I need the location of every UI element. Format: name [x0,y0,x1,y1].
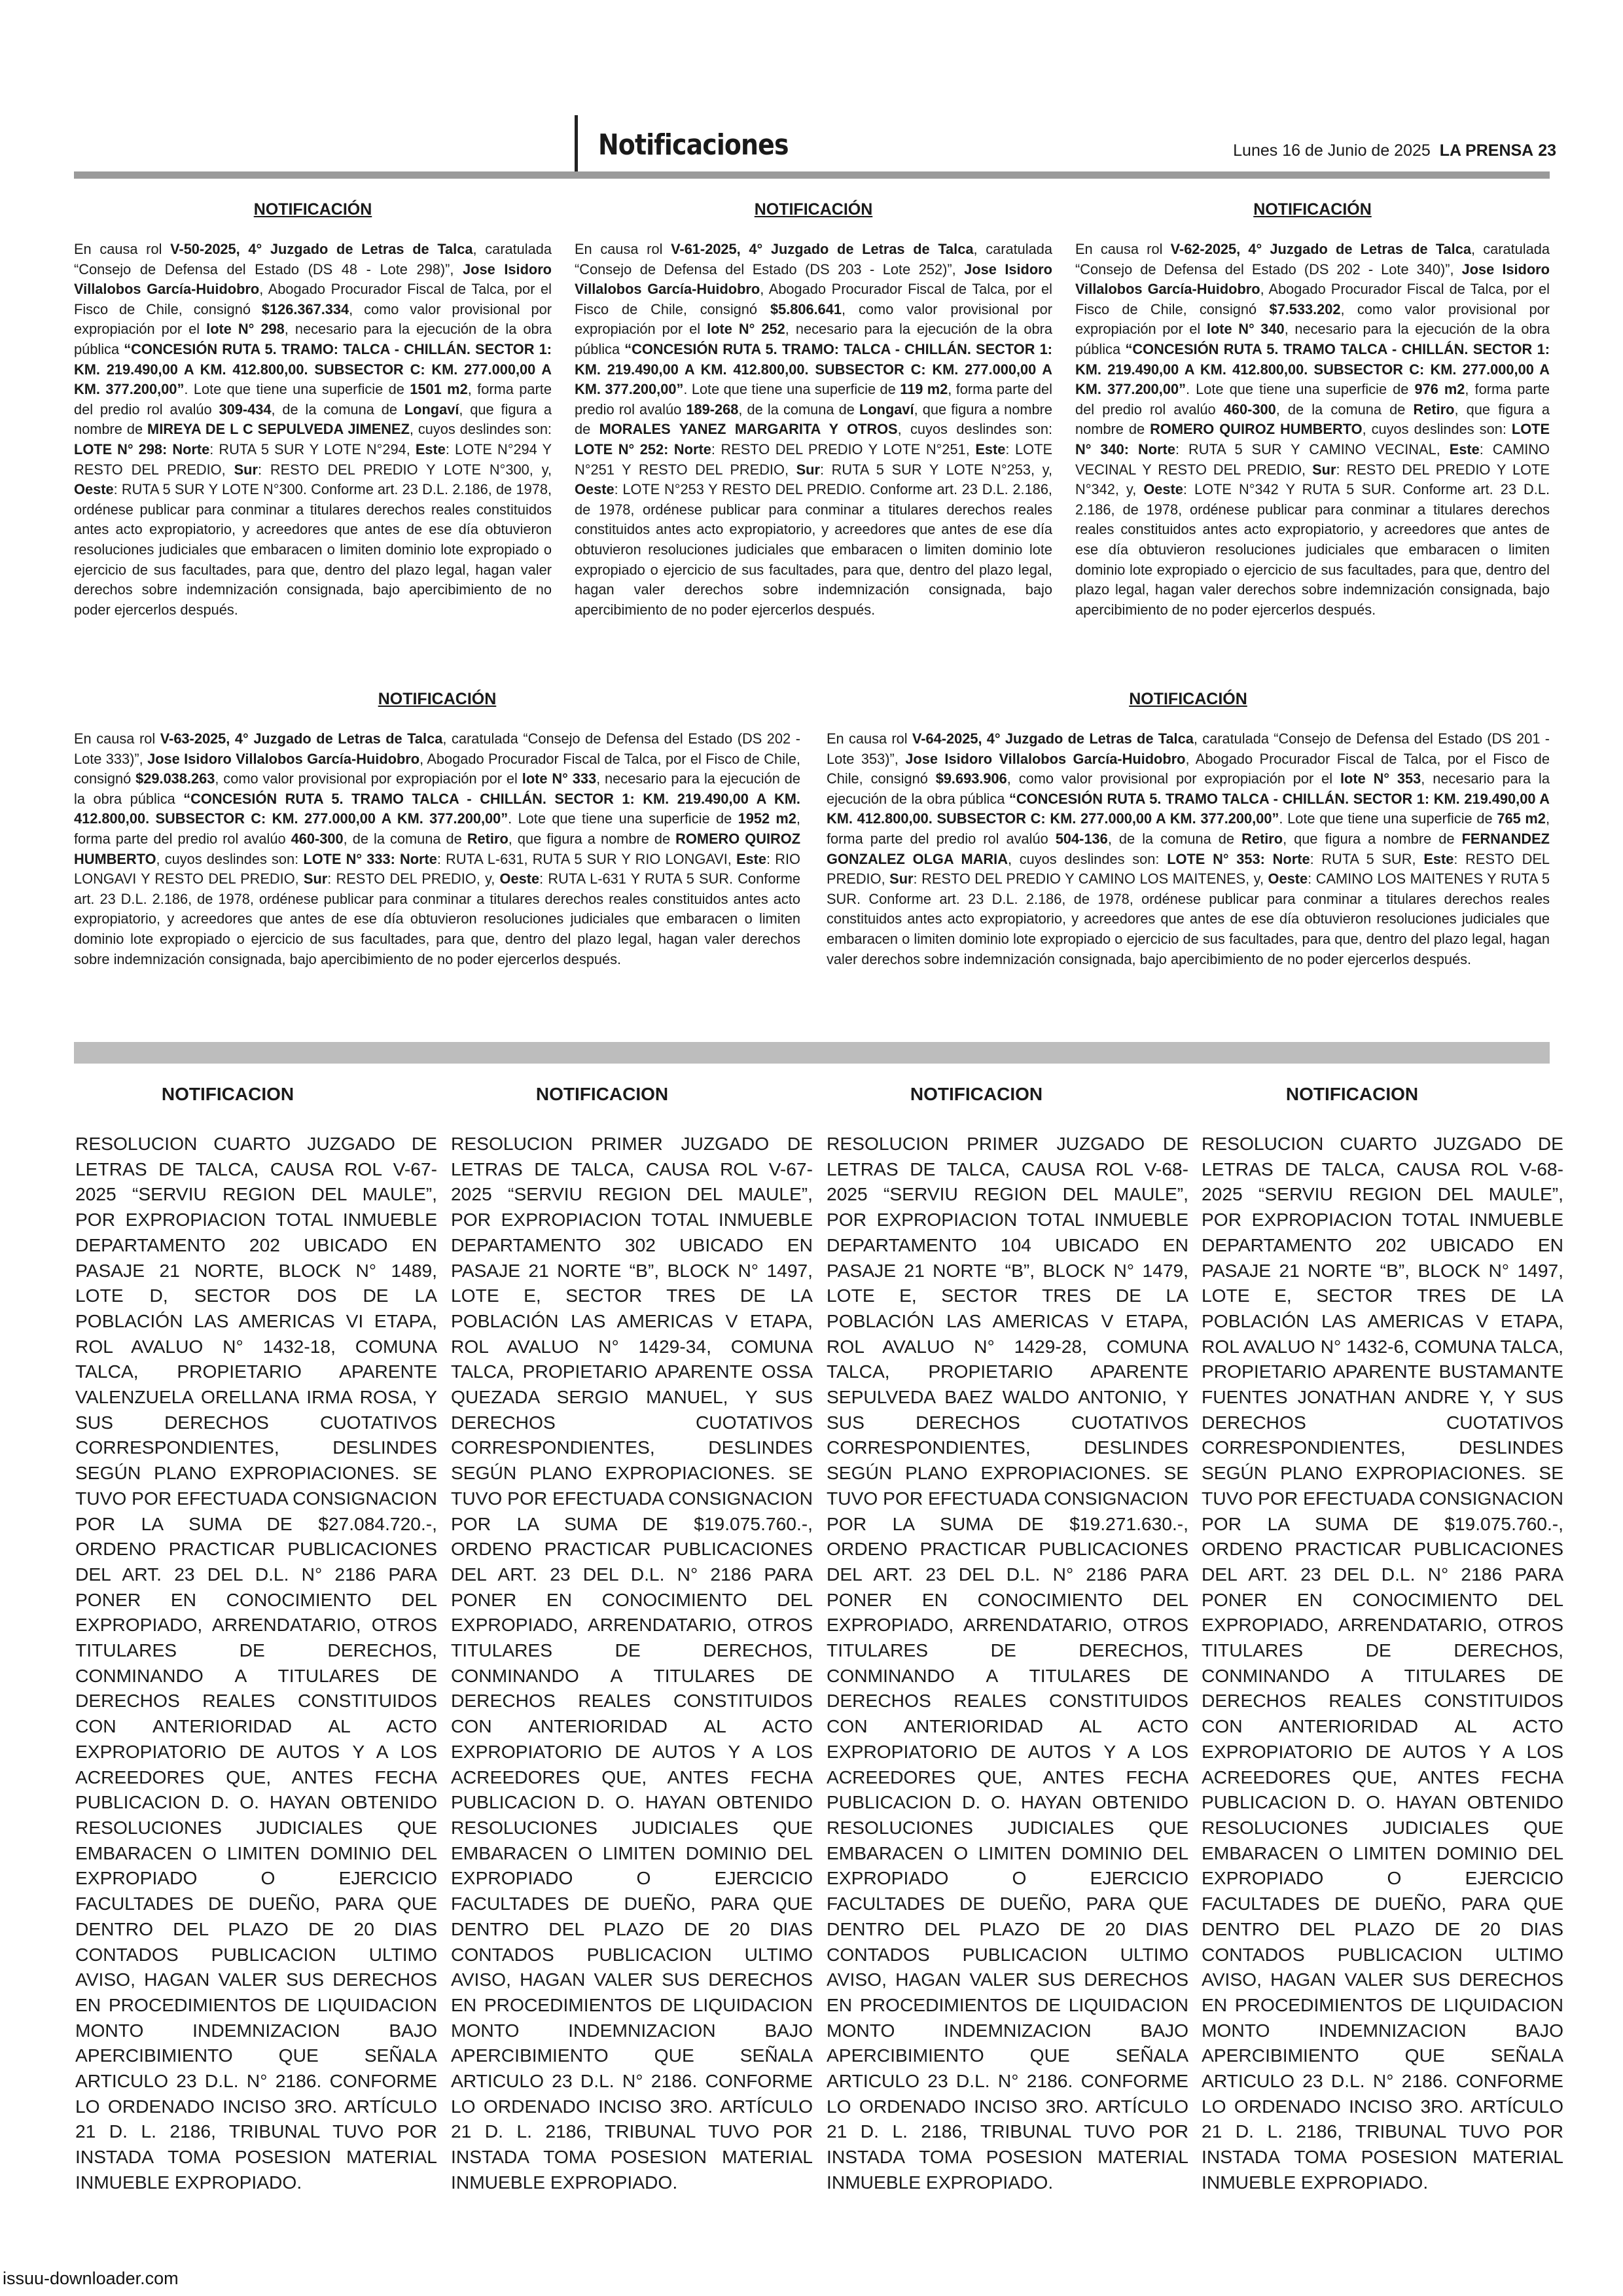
notice-bold-text: 460-300 [291,830,344,847]
notice-bold-text: “CONCESIÓN RUTA 5. TRAMO: TALCA - CHILLÁN. SECTOR 1: KM. 219.490,00 A KM. 412.800,00. SUBSECTOR C: KM. 277.000,00 A KM. 377.200,00” [575,340,1052,398]
header-divider [575,115,578,171]
notice-text: En causa rol [1075,241,1171,257]
notice-bold-text: Retiro [1241,830,1283,847]
notice-body [74,729,800,969]
date-line [1233,141,1556,160]
notice-body [1075,240,1550,620]
notice-text: , cuyos deslindes son: [897,421,1052,438]
notice-text: . Lote que tiene una superficie de [508,810,738,827]
notice-text: . Lote que tiene una superficie de [683,381,901,398]
notice-text: : RIO LONGAVI Y RESTO DEL PREDIO, [74,850,800,888]
notice-text: , caratulada “Consejo de Defensa del Estado (DS 202 - Lote 333)”, [74,730,800,767]
notice-bold-text: Retiro [1413,401,1455,418]
notice-bold-text: Longaví [859,401,914,418]
notice-bold-text: V-50-2025, 4° Juzgado de Letras de Talca [170,241,473,257]
notice-text: , forma parte del predio rol avalúo [575,381,1053,418]
notice-bold-text: lote N° 353 [1340,770,1421,787]
notice-bold-text: Sur [1312,461,1336,478]
watermark-text: issuu-downloader.com [3,2269,179,2288]
notice-title: NOTIFICACIÓN [754,200,873,219]
notice-bold-text: V-64-2025, 4° Juzgado de Letras de Talca [912,730,1194,747]
notice-text: , Abogado Procurador Fiscal de Talca, por el Fisco de Chile, consignó [575,281,1052,317]
section-separator [74,1042,1550,1064]
notice-bold-text: Este [975,440,1006,457]
notice-bold-text: Sur [234,461,258,478]
column-title: NOTIFICACION [1285,1084,1419,1104]
notice-bold-text: Este [415,440,446,457]
notice-text: : RUTA L-631 Y RUTA 5 SUR. Conforme art. 23 D.L. 2.186, de 1978, ordénese publicar para conminar a titulares derechos reales constituidos antes acto expropiatorio, y acreedores que antes de ese día obtuvieron resoluciones judiciales que embaracen o limiten dominio lote expropiado o ejercicio de sus facultades, para que, dentro del plazo legal, hagan valer derechos sobre indemnización consignada, bajo apercibimiento de no poder ejercerlos después. [74,870,800,967]
notice-text: En causa rol [74,730,160,747]
issue-date: Lunes 16 de Junio de 2025 [1233,141,1431,160]
notice-bold-text: Jose Isidoro Villalobos García-Huidobro [1075,260,1550,298]
notice-bold-text: lote N° 252 [707,321,785,338]
notice-bold-text: Sur [889,870,914,888]
notice-bold-text: $5.806.641 [770,300,842,317]
notice-bold-text: V-62-2025, 4° Juzgado de Letras de Talca [1170,241,1471,257]
column-title: NOTIFICACION [535,1084,669,1104]
notice-text: , forma parte del predio rol avalúo [1075,381,1550,418]
notice-bold-text: 1501 m2 [410,381,468,398]
page-number: 23 [1538,141,1556,160]
notice-bold-text: 309-434 [219,401,272,418]
notice-bold-text: “CONCESIÓN RUTA 5. TRAMO: TALCA - CHILLÁN. SECTOR 1: KM. 219.490,00 A KM. 412.800,00. SUBSECTOR C: KM. 277.000,00 A KM. 377.200,00” [74,340,552,398]
column-body: RESOLUCION CUARTO JUZGADO DE LETRAS DE TALCA, CAUSA ROL V-67-2025 “SERVIU REGION DEL MAULE”, POR EXPROPIACION TOTAL INMUEBLE DEPARTAMENTO 202 UBICADO EN PASAJE 21 NORTE, BLOCK N° 1489, LOTE D, SECTOR DOS DE LA POBLACIÓN LAS AMERICAS VI ETAPA, ROL AVALUO N° 1432-18, COMUNA TALCA, PROPIETARIO APARENTE VALENZUELA ORELLANA IRMA ROSA, Y SUS DERECHOS CUOTATIVOS CORRESPONDIENTES, DESLINDES SEGÚN PLANO EXPROPIACIONES. SE TUVO POR EFECTUADA CONSIGNACION POR LA SUMA DE $27.084.720.-, ORDENO PRACTICAR PUBLICACIONES DEL ART. 23 DEL D.L. N° 2186 PARA PONER EN CONOCIMIENTO DEL EXPROPIADO, ARRENDATARIO, OTROS TITULARES DE DERECHOS, CONMINANDO A TITULARES DE DERECHOS REALES CONSTITUIDOS CON ANTERIORIDAD AL ACTO EXPROPIATORIO DE AUTOS Y A LOS ACREEDORES QUE, ANTES FECHA PUBLICACION D. O. HAYAN OBTENIDO RESOLUCIONES JUDICIALES QUE EMBARACEN O LIMITEN DOMINIO DEL EXPROPIADO O EJERCICIO FACULTADES DE DUEÑO, PARA QUE DENTRO DEL PLAZO DE 20 DIAS CONTADOS PUBLICACION ULTIMO AVISO, HAGAN VALER SUS DERECHOS EN PROCEDIMIENTOS DE LIQUIDACION MONTO INDEMNIZACION BAJO APERCIBIMIENTO QUE SEÑALA ARTICULO 23 D.L. N° 2186. CONFORME LO ORDENADO INCISO 3RO. ARTÍCULO 21 D. L. 2186, TRIBUNAL TUVO POR INSTADA TOMA POSESION MATERIAL INMUEBLE EXPROPIADO. [75,1133,437,2193]
notice-text: : RUTA L-631, RUTA 5 SUR Y RIO LONGAVI, [437,850,736,867]
notice-bold-text: 976 m2 [1414,381,1465,398]
section-title: Notificaciones [598,128,789,162]
notice-text: , que figura a nombre de [1283,830,1462,847]
notice-bold-text: Este [736,850,767,867]
notice-text: , que figura a nombre de [1075,401,1550,438]
notice-bold-text: $29.038.263 [135,770,215,787]
notice-text: En causa rol [74,241,171,257]
notice-text: : RUTA 5 SUR Y CAMINO VECINAL, [1175,440,1450,457]
notice-text: , forma parte del predio rol avalúo [74,381,552,418]
paper-name: LA PRENSA [1439,141,1534,160]
notice-title: NOTIFICACIÓN [253,200,372,219]
notice-text: , cuyos deslindes son: [1007,850,1168,867]
notice-bold-text: Jose Isidoro Villalobos García-Huidobro [74,260,552,298]
notice-bold-text: Jose Isidoro Villalobos García-Huidobro [905,750,1186,767]
notice-text: : RUTA 5 SUR Y LOTE N°253, y, [819,461,1052,478]
notice-bold-text: lote N° 340 [1206,321,1285,338]
notice-text: , caratulada “Consejo de Defensa del Estado (DS 202 - Lote 340)”, [1075,241,1550,278]
notice-text: : CAMINO VECINAL Y RESTO DEL PREDIO, [1075,440,1550,478]
notice-text: , necesario para la ejecución de la obra pública [74,321,552,357]
notice-body [827,729,1550,969]
notice-bold-text: LOTE N° 353: Norte [1167,850,1310,867]
notice-bold-text: $9.693.906 [935,770,1007,787]
column-title: NOTIFICACION [910,1084,1043,1104]
notice-bold-text: lote N° 298 [206,321,285,338]
notice-text: , Abogado Procurador Fiscal de Talca, por el Fisco de Chile, consignó [74,281,552,317]
notice-text: , como valor provisional por expropiación por el [215,770,522,787]
notice-text: , caratulada “Consejo de Defensa del Estado (DS 201 - Lote 353)”, [827,730,1550,767]
notice-bold-text: V-61-2025, 4° Juzgado de Letras de Talca [671,241,974,257]
notice-bold-text: 119 m2 [900,381,948,398]
notice-title: NOTIFICACIÓN [378,690,497,708]
notice-text: . Lote que tiene una superficie de [184,381,410,398]
notice-text: , como valor provisional por expropiación por el [74,300,552,338]
notice-bold-text: Jose Isidoro Villalobos García-Huidobro [575,260,1052,298]
notice-text: : LOTE N°294 Y RESTO DEL PREDIO, [74,440,552,478]
notice-text: , como valor provisional por expropiación por el [1075,300,1550,338]
notice-text: . Lote que tiene una superficie de [1186,381,1415,398]
notice-text: , cuyos deslindes son: [156,850,304,867]
notice-bold-text: “CONCESIÓN RUTA 5. TRAMO TALCA - CHILLÁN. SECTOR 1: KM. 219.490,00 A KM. 412.800,00. SUBSECTOR C: KM. 277.000,00 A KM. 377.200,00” [74,790,800,827]
notice-text: : RUTA 5 SUR, [1310,850,1424,867]
notice-text: , necesario para la ejecución de la obra pública [575,321,1052,357]
notice-text: : RUTA 5 SUR Y LOTE N°294, [209,440,416,457]
notice-bold-text: $7.533.202 [1269,300,1341,317]
notice-bold-text: LOTE N° 298: Norte [74,440,210,457]
notice-bold-text: ROMERO QUIROZ HUMBERTO [74,830,801,867]
notice-text: En causa rol [575,241,671,257]
notice-text: , forma parte del predio rol avalúo [74,810,800,847]
notice-text: , que figura a nombre de [74,401,552,438]
notice-text: : LOTE N°342 Y RUTA 5 SUR. Conforme art. 23 D.L. 2.186, de 1978, ordénese publicar para conminar a titulares derechos reales constituidos antes acto expropiatorio, y acreedores que antes de ese día obtuvieron resoluciones judiciales que embaracen o limiten dominio lote expropiado o ejercicio de sus facultades, para que, dentro del plazo legal, hagan valer derechos sobre indemnización consignada, bajo apercibimiento de no poder ejercerlos después. [1075,481,1550,618]
notice-text: , Abogado Procurador Fiscal de Talca, por el Fisco de Chile, consignó [1075,281,1550,317]
notice-bold-text: Jose Isidoro Villalobos García-Huidobro [147,750,420,767]
notice-bold-text: $126.367.334 [261,300,349,317]
notice-bold-text: LOTE N° 340: Norte [1075,421,1550,457]
page-header [575,126,1556,166]
notice-bold-text: 1952 m2 [738,810,796,827]
notice-text: : RESTO DEL PREDIO Y LOTE N°342, y, [1075,461,1550,498]
notice-text: : RESTO DEL PREDIO Y LOTE N°251, [711,440,976,457]
notice-text: : CAMINO LOS MAITENES Y RUTA 5 SUR. Conforme art. 23 D.L. 2.186, de 1978, ordénese publicar para conminar a titulares derechos reales constituidos antes acto expropiatorio, y acreedores que antes de ese día obtuvieron resoluciones judiciales que embaracen o limiten dominio lote expropiado o ejercicio de sus facultades, para que, dentro del plazo legal, hagan valer derechos sobre indemnización consignada, bajo apercibimiento de no poder ejercerlos después. [827,870,1550,967]
notice-title: NOTIFICACIÓN [1129,690,1247,708]
notice-bold-text: 765 m2 [1497,810,1546,827]
notice-text: , que figura a nombre de [575,401,1053,438]
notice-text: : LOTE N°253 Y RESTO DEL PREDIO. Conforme art. 23 D.L. 2.186, de 1978, ordénese publicar para conminar a titulares derechos reales constituidos antes acto expropiatorio, y acreedores que antes de ese día obtuvieron resoluciones judiciales que embaracen o limiten dominio lote expropiado o ejercicio de sus facultades, para que, dentro del plazo legal, hagan valer derechos sobre indemnización consignada, bajo apercibimiento de no poder ejercerlos después. [575,481,1052,618]
column-body: RESOLUCION PRIMER JUZGADO DE LETRAS DE TALCA, CAUSA ROL V-68-2025 “SERVIU REGION DEL MAULE”, POR EXPROPIACION TOTAL INMUEBLE DEPARTAMENTO 104 UBICADO EN PASAJE 21 NORTE “B”, BLOCK N° 1479, LOTE E, SECTOR TRES DE LA POBLACIÓN LAS AMERICAS V ETAPA, ROL AVALUO N° 1429-28, COMUNA TALCA, PROPIETARIO APARENTE SEPULVEDA BAEZ WALDO ANTONIO, Y SUS DERECHOS CUOTATIVOS CORRESPONDIENTES, DESLINDES SEGÚN PLANO EXPROPIACIONES. SE TUVO POR EFECTUADA CONSIGNACION POR LA SUMA DE $19.271.630.-, ORDENO PRACTICAR PUBLICACIONES DEL ART. 23 DEL D.L. N° 2186 PARA PONER EN CONOCIMIENTO DEL EXPROPIADO, ARRENDATARIO, OTROS TITULARES DE DERECHOS, CONMINANDO A TITULARES DE DERECHOS REALES CONSTITUIDOS CON ANTERIORIDAD AL ACTO EXPROPIATORIO DE AUTOS Y A LOS ACREEDORES QUE, ANTES FECHA PUBLICACION D. O. HAYAN OBTENIDO RESOLUCIONES JUDICIALES QUE EMBARACEN O LIMITEN DOMINIO DEL EXPROPIADO O EJERCICIO FACULTADES DE DUEÑO, PARA QUE DENTRO DEL PLAZO DE 20 DIAS CONTADOS PUBLICACION ULTIMO AVISO, HAGAN VALER SUS DERECHOS EN PROCEDIMIENTOS DE LIQUIDACION MONTO INDEMNIZACION BAJO APERCIBIMIENTO QUE SEÑALA ARTICULO 23 D.L. N° 2186. CONFORME LO ORDENADO INCISO 3RO. ARTÍCULO 21 D. L. 2186, TRIBUNAL TUVO POR INSTADA TOMA POSESION MATERIAL INMUEBLE EXPROPIADO. [827,1133,1188,2193]
notice-bold-text: FERNANDEZ GONZALEZ OLGA MARIA [827,830,1550,867]
notice-bold-text: MIREYA DE L C SEPULVEDA JIMENEZ [147,421,410,438]
column-title: NOTIFICACION [161,1084,294,1104]
notice-bold-text: Este [1449,440,1480,457]
notice-text: , cuyos deslindes son: [1362,421,1512,438]
notice-text: , caratulada “Consejo de Defensa del Estado (DS 203 - Lote 252)”, [575,241,1052,278]
notice-bold-text: Retiro [467,830,508,847]
notice-text: , de la comuna de [343,830,467,847]
notice-text: , de la comuna de [271,401,404,418]
notice-bold-text: MORALES YANEZ MARGARITA Y OTROS [599,421,898,438]
notice-bold-text: Longaví [404,401,459,418]
notice-text: : RESTO DEL PREDIO, y, [327,870,500,888]
notice-bold-text: LOTE N° 333: Norte [303,850,437,867]
notice-text: : RUTA 5 SUR Y LOTE N°300. Conforme art. 23 D.L. 2.186, de 1978, ordénese publicar para conminar a titulares derechos reales constituidos antes acto expropiatorio, y acreedores que antes de ese día obtuvieron resoluciones judiciales que embaracen o limiten dominio lote expropiado o ejercicio de sus facultades, para que, dentro del plazo legal, hagan valer derechos sobre indemnización consignada, bajo apercibimiento de no poder ejercerlos después. [74,481,552,618]
notice-bold-text: lote N° 333 [522,770,597,787]
notice-bold-text: Oeste [1143,481,1183,498]
header-rule [74,171,1550,179]
notice-bold-text: ROMERO QUIROZ HUMBERTO [1150,421,1363,438]
notice-text: , Abogado Procurador Fiscal de Talca, por el Fisco de Chile, consignó [74,750,800,787]
notice-text: , cuyos deslindes son: [409,421,552,438]
notice-bold-text: V-63-2025, 4° Juzgado de Letras de Talca [160,730,443,747]
notice-bold-text: Oeste [1268,870,1308,888]
notice-title: NOTIFICACIÓN [1253,200,1372,219]
notice-text: , que figura a nombre de [508,830,676,847]
notice-body [575,240,1052,620]
notice-bold-text: Oeste [499,870,540,888]
notice-bold-text: Este [1423,850,1454,867]
notice-bold-text: Sur [303,870,328,888]
notice-bold-text: Oeste [575,481,615,498]
notice-text: , de la comuna de [1275,401,1414,418]
notice-bold-text: 460-300 [1223,401,1276,418]
notice-text: , como valor provisional por expropiación por el [575,300,1052,338]
column-body: RESOLUCION PRIMER JUZGADO DE LETRAS DE TALCA, CAUSA ROL V-67-2025 “SERVIU REGION DEL MAULE”, POR EXPROPIACION TOTAL INMUEBLE DEPARTAMENTO 302 UBICADO EN PASAJE 21 NORTE “B”, BLOCK N° 1497, LOTE E, SECTOR TRES DE LA POBLACIÓN LAS AMERICAS V ETAPA, ROL AVALUO N° 1429-34, COMUNA TALCA, PROPIETARIO APARENTE OSSA QUEZADA SERGIO MANUEL, Y SUS DERECHOS CUOTATIVOS CORRESPONDIENTES, DESLINDES SEGÚN PLANO EXPROPIACIONES. SE TUVO POR EFECTUADA CONSIGNACION POR LA SUMA DE $19.075.760.-, ORDENO PRACTICAR PUBLICACIONES DEL ART. 23 DEL D.L. N° 2186 PARA PONER EN CONOCIMIENTO DEL EXPROPIADO, ARRENDATARIO, OTROS TITULARES DE DERECHOS, CONMINANDO A TITULARES DE DERECHOS REALES CONSTITUIDOS CON ANTERIORIDAD AL ACTO EXPROPIATORIO DE AUTOS Y A LOS ACREEDORES QUE, ANTES FECHA PUBLICACION D. O. HAYAN OBTENIDO RESOLUCIONES JUDICIALES QUE EMBARACEN O LIMITEN DOMINIO DEL EXPROPIADO O EJERCICIO FACULTADES DE DUEÑO, PARA QUE DENTRO DEL PLAZO DE 20 DIAS CONTADOS PUBLICACION ULTIMO AVISO, HAGAN VALER SUS DERECHOS EN PROCEDIMIENTOS DE LIQUIDACION MONTO INDEMNIZACION BAJO APERCIBIMIENTO QUE SEÑALA ARTICULO 23 D.L. N° 2186. CONFORME LO ORDENADO INCISO 3RO. ARTÍCULO 21 D. L. 2186, TRIBUNAL TUVO POR INSTADA TOMA POSESION MATERIAL INMUEBLE EXPROPIADO. [451,1133,813,2193]
notice-text: : RESTO DEL PREDIO Y LOTE N°300, y, [257,461,552,478]
column-body: RESOLUCION CUARTO JUZGADO DE LETRAS DE TALCA, CAUSA ROL V-68-2025 “SERVIU REGION DEL MAULE”, POR EXPROPIACION TOTAL INMUEBLE DEPARTAMENTO 202 UBICADO EN PASAJE 21 NORTE “B”, BLOCK N° 1497, LOTE E, SECTOR TRES DE LA POBLACIÓN LAS AMERICAS V ETAPA, ROL AVALUO N° 1432-6, COMUNA TALCA, PROPIETARIO APARENTE BUSTAMANTE FUENTES JONATHAN ANDRE Y, Y SUS DERECHOS CUOTATIVOS CORRESPONDIENTES, DESLINDES SEGÚN PLANO EXPROPIACIONES. SE TUVO POR EFECTUADA CONSIGNACION POR LA SUMA DE $19.075.760.-, ORDENO PRACTICAR PUBLICACIONES DEL ART. 23 DEL D.L. N° 2186 PARA PONER EN CONOCIMIENTO DEL EXPROPIADO, ARRENDATARIO, OTROS TITULARES DE DERECHOS, CONMINANDO A TITULARES DE DERECHOS REALES CONSTITUIDOS CON ANTERIORIDAD AL ACTO EXPROPIATORIO DE AUTOS Y A LOS ACREEDORES QUE, ANTES FECHA PUBLICACION D. O. HAYAN OBTENIDO RESOLUCIONES JUDICIALES QUE EMBARACEN O LIMITEN DOMINIO DEL EXPROPIADO O EJERCICIO FACULTADES DE DUEÑO, PARA QUE DENTRO DEL PLAZO DE 20 DIAS CONTADOS PUBLICACION ULTIMO AVISO, HAGAN VALER SUS DERECHOS EN PROCEDIMIENTOS DE LIQUIDACION MONTO INDEMNIZACION BAJO APERCIBIMIENTO QUE SEÑALA ARTICULO 23 D.L. N° 2186. CONFORME LO ORDENADO INCISO 3RO. ARTÍCULO 21 D. L. 2186, TRIBUNAL TUVO POR INSTADA TOMA POSESION MATERIAL INMUEBLE EXPROPIADO. [1202,1133,1563,2193]
notice-text: , necesario para la ejecución de la obra pública [74,770,801,807]
notice-text: , de la comuna de [1107,830,1242,847]
notice-text: , caratulada “Consejo de Defensa del Estado (DS 48 - Lote 298)”, [74,241,552,278]
notice-text: En causa rol [827,730,912,747]
notice-text: , de la comuna de [738,401,860,418]
notice-text: , forma parte del predio rol avalúo [827,810,1550,847]
notice-text: : RESTO DEL PREDIO Y CAMINO LOS MAITENES, y, [913,870,1268,888]
notice-body [74,240,552,620]
notice-bold-text: Oeste [74,481,114,498]
notice-bold-text: 504-136 [1055,830,1108,847]
notice-bold-text: Sur [796,461,820,478]
notice-text: : LOTE N°251 Y RESTO DEL PREDIO, [575,440,1052,478]
notice-text: , como valor provisional por expropiación por el [1007,770,1340,787]
notice-text: : RESTO DEL PREDIO, [827,850,1550,888]
notice-bold-text: “CONCESIÓN RUTA 5. TRAMO TALCA - CHILLÁN. SECTOR 1: KM. 219.490,00 A KM. 412.800,00. SUBSECTOR C: KM. 277.000,00 A KM. 377.200,00” [1075,340,1550,398]
notice-bold-text: LOTE N° 252: Norte [575,440,711,457]
notice-text: , necesario para la ejecución de la obra pública [1075,321,1550,357]
notice-text: , Abogado Procurador Fiscal de Talca, por el Fisco de Chile, consignó [827,750,1550,787]
notice-text: , necesario para la ejecución de la obra pública [827,770,1550,807]
notice-bold-text: 189-268 [686,401,739,418]
notice-bold-text: “CONCESIÓN RUTA 5. TRAMO TALCA - CHILLÁN. SECTOR 1: KM. 219.490,00 A KM. 412.800,00. SUBSECTOR C: KM. 277.000,00 A KM. 377.200,00” [827,790,1550,827]
notice-text: . Lote que tiene una superficie de [1279,810,1497,827]
